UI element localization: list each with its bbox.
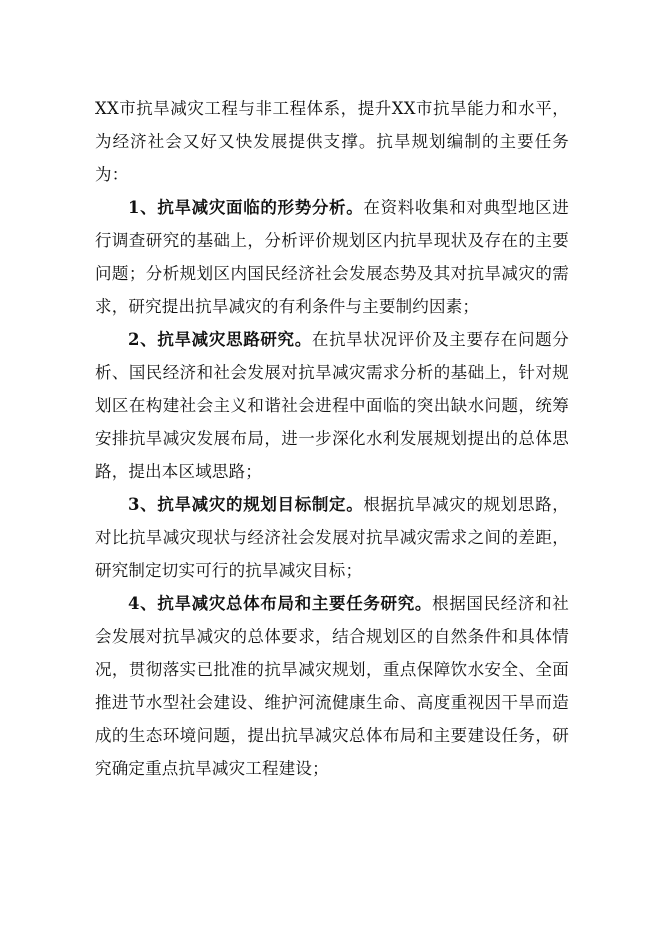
document-body	[95, 92, 569, 785]
task-item-1-heading: 1、抗旱减灾面临的形势分析。	[128, 198, 364, 217]
task-item-2-heading: 2、抗旱减灾思路研究。	[128, 330, 312, 349]
task-item-1-text: 在资料收集和对典型地区进行调查研究的基础上，分析评价规划区内抗旱现状及存在的主要问题；分析规划区内国民经济社会发展态势及其对抗旱减灾的需求，研究提出抗旱减灾的有利条件与主要制约因素；	[95, 198, 570, 316]
task-item-3	[95, 488, 569, 587]
task-item-3-heading: 3、抗旱减灾的规划目标制定。	[128, 495, 364, 514]
intro-paragraph	[95, 92, 569, 191]
task-item-4	[95, 587, 569, 785]
task-item-2-text: 在抗旱状况评价及主要存在问题分析、国民经济和社会发展对抗旱减灾需求分析的基础上，针对规划区在构建社会主义和谐社会进程中面临的突出缺水问题，统筹安排抗旱减灾发展布局，进一步深化水利发展规划提出的总体思路，提出本区域思路；	[95, 330, 570, 481]
task-item-2	[95, 323, 569, 488]
task-item-4-text: 根据国民经济和社会发展对抗旱减灾的总体要求，结合规划区的自然条件和具体情况，贯彻落实已批准的抗旱减灾规划，重点保障饮水安全、全面推进节水型社会建设、维护河流健康生命、高度重视因干旱而造成的生态环境问题，提出抗旱减灾总体布局和主要建设任务，研究确定重点抗旱减灾工程建设；	[95, 594, 569, 778]
task-item-3-text: 根据抗旱减灾的规划思路，对比抗旱减灾现状与经济社会发展对抗旱减灾需求之间的差距，研究制定切实可行的抗旱减灾目标；	[95, 495, 570, 580]
task-item-4-heading: 4、抗旱减灾总体布局和主要任务研究。	[128, 594, 433, 613]
task-item-1	[95, 191, 569, 323]
intro-text: XX市抗旱减灾工程与非工程体系，提升XX市抗旱能力和水平，为经济社会又好又快发展提供支撑。抗旱规划编制的主要任务为：	[95, 99, 569, 184]
